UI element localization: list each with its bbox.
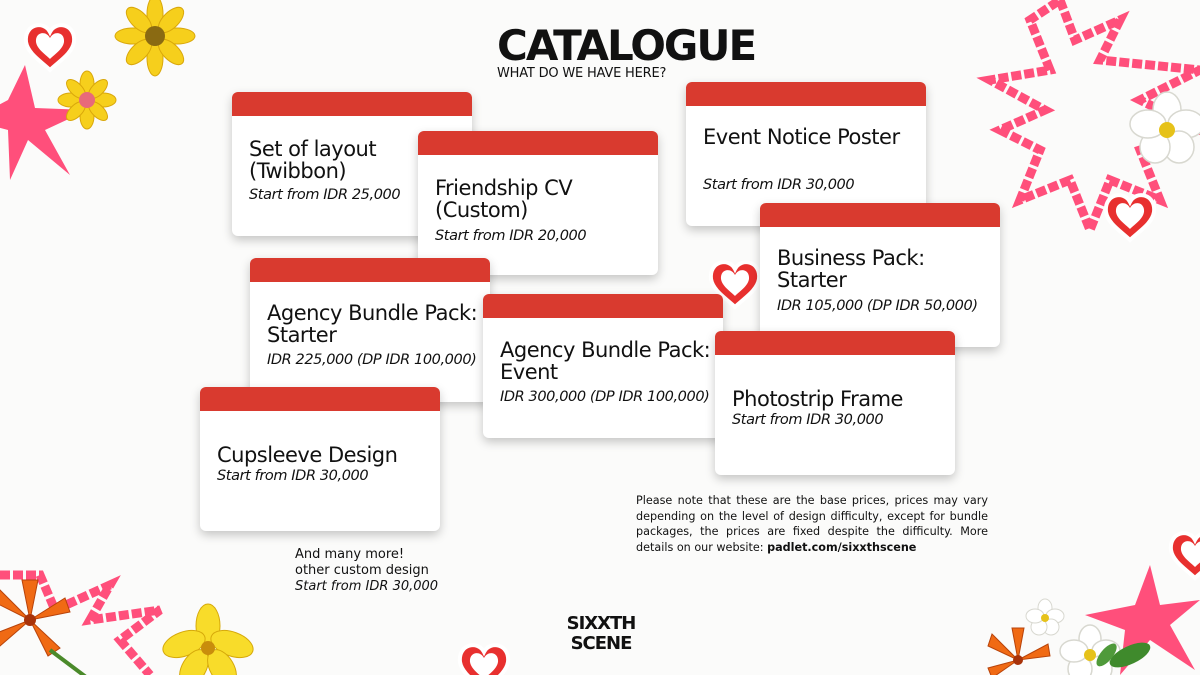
logo-line-1: SIXXTH (566, 613, 636, 634)
card-header-bar (200, 387, 440, 411)
more-line-2: other custom design (295, 563, 429, 578)
card-title: Agency Bundle Pack: Starter (267, 301, 478, 347)
yellow-flower-icon (58, 71, 116, 129)
product-card-agency-bundle-event (483, 294, 723, 438)
product-card-friendship-cv (418, 131, 658, 275)
heart-icon (460, 645, 508, 675)
yellow-flower-icon (115, 0, 195, 76)
card-price: Start from IDR 30,000 (703, 177, 855, 193)
heart-icon (1106, 195, 1154, 240)
card-title: Cupsleeve Design (217, 443, 398, 467)
product-card-agency-bundle-starter (250, 258, 490, 402)
heart-icon (26, 25, 74, 70)
card-title: Friendship CV (Custom) (435, 176, 573, 222)
product-card-business-pack-starter (760, 203, 1000, 347)
card-title: Event Notice Poster (703, 125, 900, 149)
card-price: IDR 225,000 (DP IDR 100,000) (267, 352, 477, 368)
card-price: Start from IDR 30,000 (217, 468, 369, 484)
website-link[interactable]: padlet.com/sixxthscene (767, 540, 917, 554)
heart-icon (1171, 533, 1200, 578)
card-header-bar (483, 294, 723, 318)
card-header-bar (686, 82, 926, 106)
card-title: Agency Bundle Pack: Event (500, 338, 711, 384)
catalogue-title: CATALOGUE (497, 21, 756, 70)
card-header-bar (418, 131, 658, 155)
product-card-photostrip-frame (715, 331, 955, 475)
brand-logo (556, 614, 646, 654)
card-title: Business Pack: Starter (777, 246, 925, 292)
pricing-disclaimer (636, 493, 988, 555)
card-header-bar (232, 92, 472, 116)
card-header-bar (760, 203, 1000, 227)
card-price: Start from IDR 30,000 (732, 412, 884, 428)
card-header-bar (715, 331, 955, 355)
more-line-3: Start from IDR 30,000 (295, 579, 439, 594)
card-header-bar (250, 258, 490, 282)
yellow-flower-icon (159, 604, 257, 675)
card-price: Start from IDR 20,000 (435, 228, 587, 244)
more-designs-note (295, 547, 495, 595)
card-price: IDR 300,000 (DP IDR 100,000) (500, 389, 710, 405)
card-price: Start from IDR 25,000 (249, 187, 401, 203)
logo-line-2: SCENE (570, 633, 632, 654)
catalogue-subtitle: WHAT DO WE HAVE HERE? (497, 66, 667, 81)
white-flower-icon (1026, 599, 1064, 635)
card-title: Photostrip Frame (732, 387, 903, 411)
card-title: Set of layout (Twibbon) (249, 137, 377, 183)
disclaimer-text: Please note that these are the base prices, prices may vary depending on the level of design difficulty, except for bundle packages, the prices are fixed despite the difficulty. More details on our website: (636, 494, 988, 554)
more-line-1: And many more! (295, 547, 405, 562)
card-price: IDR 105,000 (DP IDR 50,000) (777, 298, 978, 314)
product-card-cupsleeve-design (200, 387, 440, 531)
